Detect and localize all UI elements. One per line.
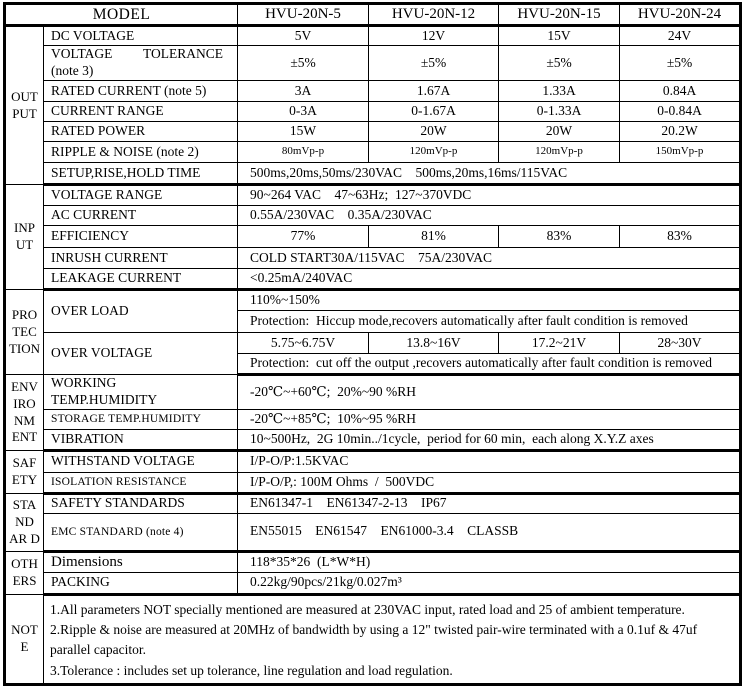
row-vibration (5, 429, 741, 450)
ac-current-value: 0.55A/230VAC 0.35A/230VAC (238, 206, 741, 226)
note-line-3: 3.Tolerance : includes set up tolerance, line regulation and load regulation. (50, 662, 453, 678)
ripple-noise-value: 120mVp-p (499, 142, 620, 163)
withstand-voltage-value: I/P-O/P:1.5KVAC (238, 450, 741, 472)
row-note (5, 594, 741, 684)
spec-table (3, 2, 742, 686)
row-leakage-current (5, 269, 741, 290)
over-voltage-value: 17.2~21V (499, 333, 620, 354)
inrush-current-label: INRUSH CURRENT (44, 248, 238, 269)
vibration-label: VIBRATION (44, 429, 238, 450)
row-setup-rise-hold (5, 163, 741, 185)
row-ripple-noise (5, 142, 741, 163)
isolation-resistance-label: ISOLATION RESISTANCE (44, 472, 238, 493)
storage-temp-value: -20℃~+85℃; 10%~95 %RH (238, 409, 741, 429)
current-range-value: 0-1.33A (499, 102, 620, 122)
current-range-value: 0-0.84A (620, 102, 741, 122)
section-others: OTH ERS (5, 551, 44, 594)
note-line-2: 2.Ripple & noise are measured at 20MHz of bandwidth by using a 12" twisted pair-wire terminated with a 0.1uf & 47uf parallel capacitor. (50, 622, 698, 658)
vibration-value: 10~500Hz, 2G 10min../1cycle, period for 60 min, each along X.Y.Z axes (238, 429, 741, 450)
row-withstand-voltage (5, 450, 741, 472)
voltage-tolerance-value: ±5% (620, 46, 741, 81)
voltage-range-label: VOLTAGE RANGE (44, 185, 238, 206)
row-rated-power (5, 122, 741, 142)
voltage-tolerance-label-line1: VOLTAGE TOLERANCE (51, 46, 224, 62)
inrush-current-value: COLD START30A/115VAC 75A/230VAC (238, 248, 741, 269)
model-column-header: HVU-20N-12 (369, 4, 499, 26)
section-safety: SAF ETY (5, 450, 44, 493)
ripple-noise-value: 80mVp-p (238, 142, 369, 163)
model-column-header: HVU-20N-24 (620, 4, 741, 26)
over-voltage-protection: Protection: cut off the output ,recovers automatically after fault condition is removed (238, 354, 741, 375)
dc-voltage-value: 5V (238, 26, 369, 46)
voltage-tolerance-label (44, 46, 238, 81)
note-line-1: 1.All parameters NOT specially mentioned are measured at 230VAC input, rated load and 25 of ambient temperature. (50, 601, 685, 617)
dimensions-value: 118*35*26 (L*W*H) (238, 551, 741, 572)
efficiency-value: 77% (238, 226, 369, 248)
efficiency-value: 83% (620, 226, 741, 248)
section-environment: ENV IRO NM ENT (5, 375, 44, 451)
model-header: MODEL (5, 4, 238, 26)
rated-power-value: 15W (238, 122, 369, 142)
efficiency-label: EFFICIENCY (44, 226, 238, 248)
voltage-tolerance-value: ±5% (369, 46, 499, 81)
over-voltage-value: 5.75~6.75V (238, 333, 369, 354)
leakage-current-value: <0.25mA/240VAC (238, 269, 741, 290)
working-temp-value: -20℃~+60℃; 20%~90 %RH (238, 375, 741, 410)
current-range-label: CURRENT RANGE (44, 102, 238, 122)
row-ac-current (5, 206, 741, 226)
section-input: INP UT (5, 185, 44, 290)
working-temp-label-line2: TEMP.HUMIDITY (51, 392, 158, 407)
ripple-noise-label: RIPPLE & NOISE (note 2) (44, 142, 238, 163)
over-load-label: OVER LOAD (44, 290, 238, 333)
setup-rise-hold-value: 500ms,20ms,50ms/230VAC 500ms,20ms,16ms/115VAC (238, 163, 741, 185)
over-voltage-value: 13.8~16V (369, 333, 499, 354)
isolation-resistance-value: I/P-O/P,: 100M Ohms / 500VDC (238, 472, 741, 493)
over-voltage-label: OVER VOLTAGE (44, 333, 238, 375)
section-note: NOT E (5, 594, 44, 684)
voltage-tolerance-label-line2: (note 3) (51, 63, 94, 79)
rated-current-label: RATED CURRENT (note 5) (44, 81, 238, 102)
note-text (44, 594, 741, 684)
emc-standard-value: EN55015 EN61547 EN61000-3.4 CLASSB (238, 513, 741, 551)
rated-power-value: 20.2W (620, 122, 741, 142)
efficiency-value: 83% (499, 226, 620, 248)
rated-current-value: 3A (238, 81, 369, 102)
rated-current-value: 0.84A (620, 81, 741, 102)
over-load-range: 110%~150% (238, 290, 741, 311)
leakage-current-label: LEAKAGE CURRENT (44, 269, 238, 290)
dimensions-label: Dimensions (44, 551, 238, 572)
row-packing (5, 572, 741, 594)
current-range-value: 0-1.67A (369, 102, 499, 122)
over-load-protection: Protection: Hiccup mode,recovers automatically after fault condition is removed (238, 311, 741, 333)
rated-current-value: 1.67A (369, 81, 499, 102)
ripple-noise-value: 120mVp-p (369, 142, 499, 163)
dc-voltage-label: DC VOLTAGE (44, 26, 238, 46)
dc-voltage-value: 15V (499, 26, 620, 46)
rated-power-label: RATED POWER (44, 122, 238, 142)
row-over-voltage (5, 333, 741, 354)
row-emc-standard (5, 513, 741, 551)
section-protection: PRO TEC TION (5, 290, 44, 375)
dc-voltage-value: 12V (369, 26, 499, 46)
rated-current-value: 1.33A (499, 81, 620, 102)
section-output: OUT PUT (5, 26, 44, 185)
row-over-load (5, 290, 741, 311)
working-temp-label-line1: WORKING (51, 375, 117, 391)
row-storage-temp (5, 409, 741, 429)
setup-rise-hold-label: SETUP,RISE,HOLD TIME (44, 163, 238, 185)
rated-power-value: 20W (499, 122, 620, 142)
voltage-range-value: 90~264 VAC 47~63Hz; 127~370VDC (238, 185, 741, 206)
safety-standards-value: EN61347-1 EN61347-2-13 IP67 (238, 493, 741, 513)
safety-standards-label: SAFETY STANDARDS (44, 493, 238, 513)
row-working-temp (5, 375, 741, 410)
voltage-tolerance-value: ±5% (499, 46, 620, 81)
row-isolation-resistance (5, 472, 741, 493)
packing-label: PACKING (44, 572, 238, 594)
model-column-header: HVU-20N-15 (499, 4, 620, 26)
row-inrush-current (5, 248, 741, 269)
over-voltage-value: 28~30V (620, 333, 741, 354)
withstand-voltage-label: WITHSTAND VOLTAGE (44, 450, 238, 472)
dc-voltage-value: 24V (620, 26, 741, 46)
ripple-noise-value: 150mVp-p (620, 142, 741, 163)
row-safety-standards (5, 493, 741, 513)
row-efficiency (5, 226, 741, 248)
working-temp-label (44, 375, 238, 410)
section-standard: STA ND AR D (5, 493, 44, 551)
row-dimensions (5, 551, 741, 572)
row-current-range (5, 102, 741, 122)
efficiency-value: 81% (369, 226, 499, 248)
storage-temp-label: STORAGE TEMP.HUMIDITY (44, 409, 238, 429)
current-range-value: 0-3A (238, 102, 369, 122)
emc-standard-label: EMC STANDARD (note 4) (44, 513, 238, 551)
row-voltage-tolerance (5, 46, 741, 81)
row-dc-voltage (5, 26, 741, 46)
row-rated-current (5, 81, 741, 102)
voltage-tolerance-value: ±5% (238, 46, 369, 81)
ac-current-label: AC CURRENT (44, 206, 238, 226)
model-column-header: HVU-20N-5 (238, 4, 369, 26)
packing-value: 0.22kg/90pcs/21kg/0.027m³ (238, 572, 741, 594)
row-voltage-range (5, 185, 741, 206)
rated-power-value: 20W (369, 122, 499, 142)
header-row (5, 4, 741, 26)
